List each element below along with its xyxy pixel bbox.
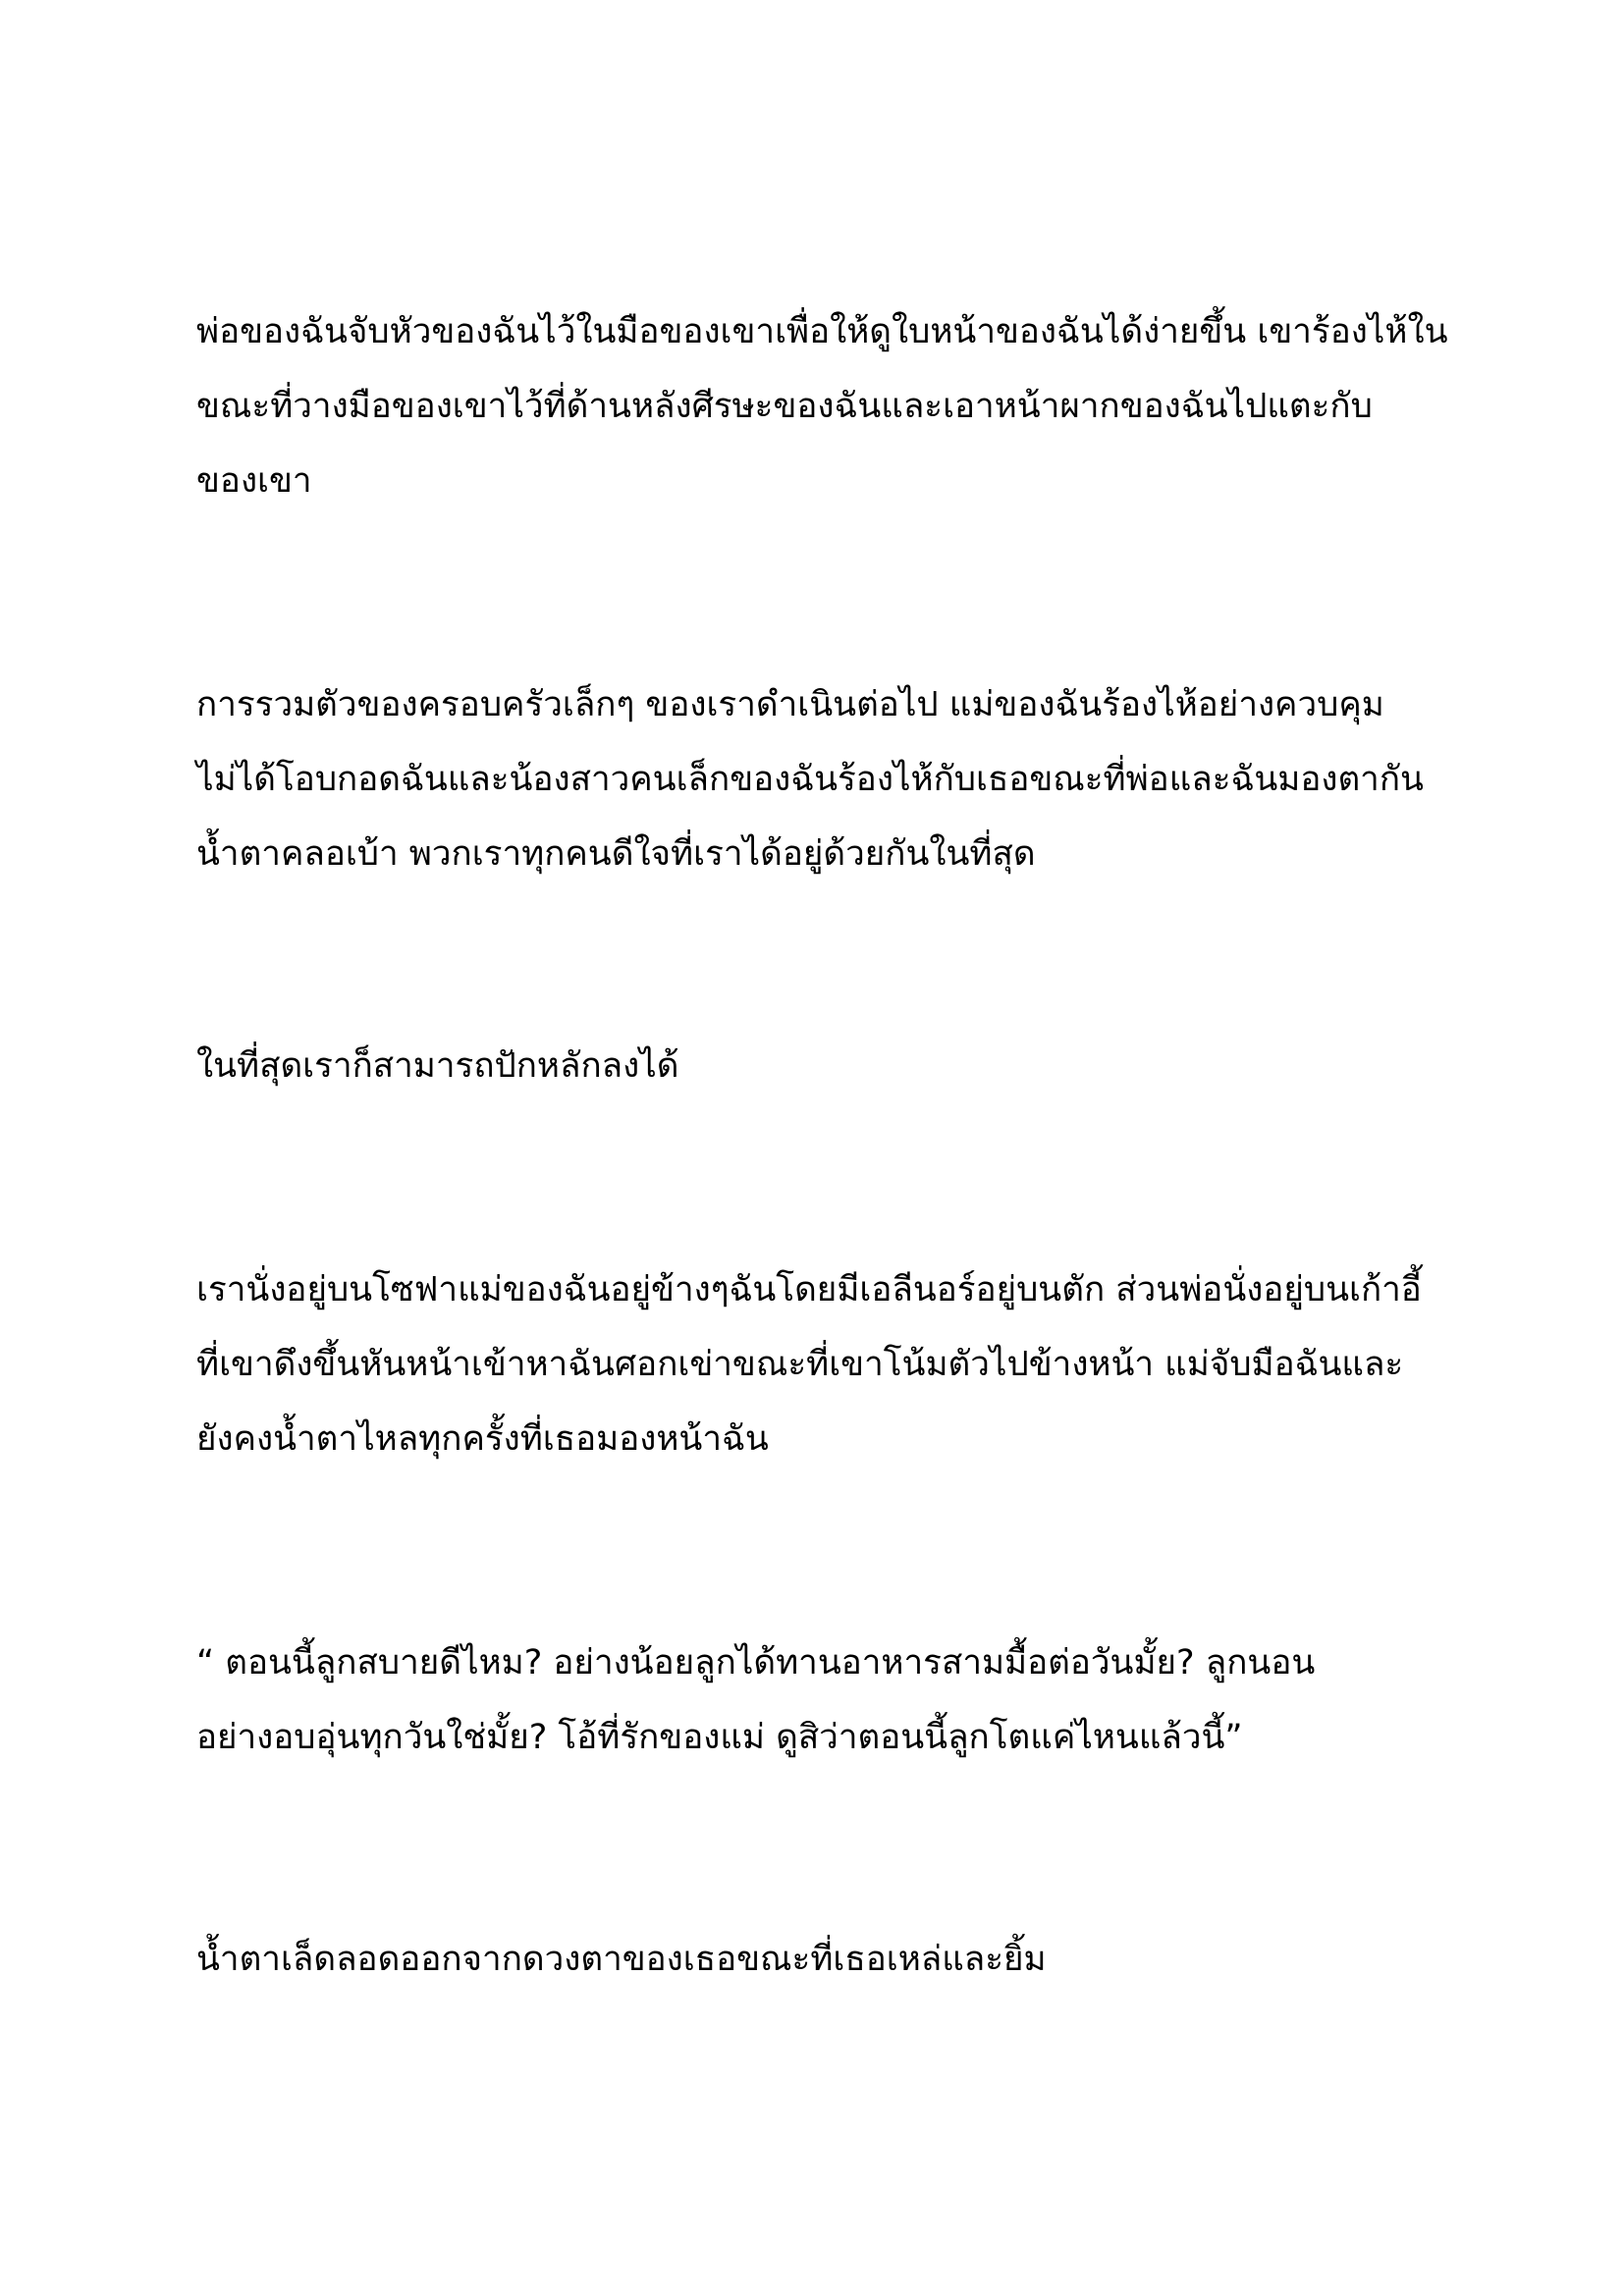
paragraph-spacer (196, 1103, 1443, 1253)
text-line: น้ำตาเล็ดลอดออกจากดวงตาของเธอขณะที่เธอเหล่และยิ้ม (196, 1940, 1047, 1979)
text-line: การรวมตัวของครอบครัวเล็กๆ ของเราดำเนินต่อไป แม่ของฉันร้องไห้อย่างควบคุม (196, 685, 1384, 724)
paragraph-spacer (196, 891, 1443, 1029)
paragraph-3 (196, 1029, 1443, 1103)
text-line: ขณะที่วางมือของเขาไว้ที่ด้านหลังศีรษะของฉันและเอาหน้าผากของฉันไปแตะกับ (196, 387, 1373, 426)
paragraph-1 (196, 294, 1448, 518)
text-line: ไม่ได้โอบกอดฉันและน้องสาวคนเล็กของฉันร้องไห้กับเธอขณะที่พ่อและฉันมองตากัน (196, 760, 1424, 799)
paragraph-4 (196, 1253, 1443, 1476)
text-line: น้ำตาคลอเบ้า พวกเราทุกคนดีใจที่เราได้อยู่ด้วยกันในที่สุด (196, 834, 1036, 874)
text-line: พ่อของฉันจับหัวของฉันไว้ในมือของเขาเพื่อให้ดูใบหน้าของฉันได้ง่ายขึ้น เขาร้องไห้ใน (196, 312, 1448, 351)
paragraph-5-dialogue (196, 1626, 1443, 1775)
document-body (196, 294, 1448, 1997)
paragraph-spacer (196, 1476, 1443, 1626)
text-line: ยังคงน้ำตาไหลทุกครั้งที่เธอมองหน้าฉัน (196, 1419, 769, 1459)
text-line: ของเขา (196, 461, 312, 501)
text-line: ที่เขาดึงขึ้นหันหน้าเข้าหาฉันศอกเข่าขณะที่เขาโน้มตัวไปข้างหน้า แม่จับมือฉันและ (196, 1345, 1404, 1384)
paragraph-6 (196, 1922, 1443, 1997)
text-line: เรานั่งอยู่บนโซฟาแม่ของฉันอยู่ข้างๆฉันโดยมีเอลีนอร์อยู่บนตัก ส่วนพ่อนั่งอยู่บนเก้าอี้ (196, 1270, 1422, 1309)
paragraph-spacer (196, 518, 1443, 667)
paragraph-spacer (196, 1775, 1443, 1922)
text-line: อย่างอบอุ่นทุกวันใช่มั้ย? โอ้ที่รักของแม่ ดูสิว่าตอนนี้ลูกโตแค่ไหนแล้วนี้” (196, 1718, 1243, 1757)
text-line: “ ตอนนี้ลูกสบายดีไหม? อย่างน้อยลูกได้ทานอาหารสามมื้อต่อวันมั้ย? ลูกนอน (196, 1643, 1316, 1682)
text-line: ในที่สุดเราก็สามารถปักหลักลงได้ (196, 1046, 679, 1086)
paragraph-2 (196, 667, 1443, 891)
